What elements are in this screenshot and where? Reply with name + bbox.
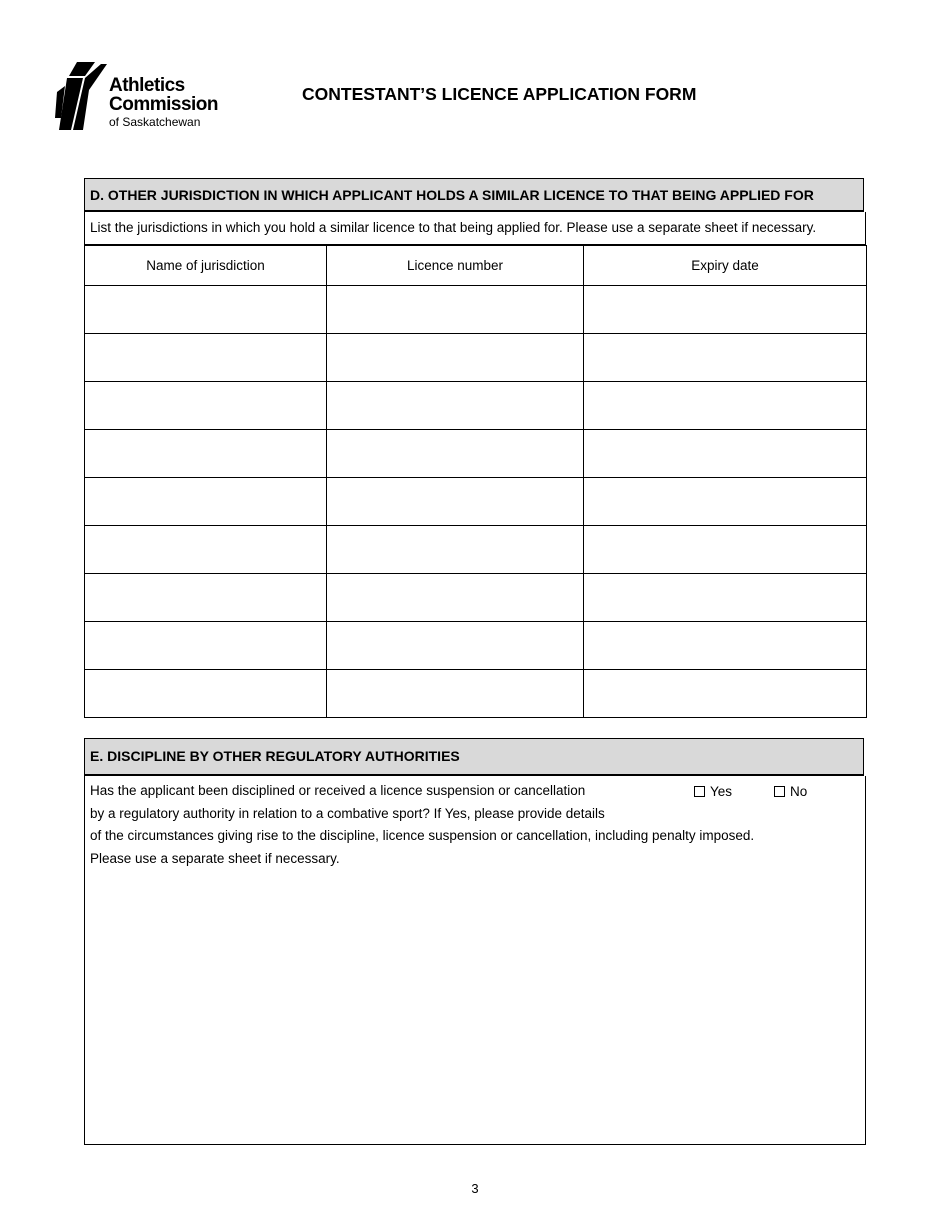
- column-header-expiry-date: Expiry date: [584, 246, 867, 286]
- jurisdiction-cell[interactable]: [85, 478, 327, 526]
- jurisdiction-cell[interactable]: [85, 574, 327, 622]
- table-row: [85, 574, 867, 622]
- expiry-date-cell[interactable]: [584, 478, 867, 526]
- licence-number-cell[interactable]: [327, 382, 584, 430]
- table-row: [85, 382, 867, 430]
- section-e-question-line-1: Has the applicant been disciplined or received a licence suspension or cancellation: [90, 783, 586, 798]
- jurisdiction-cell[interactable]: [85, 334, 327, 382]
- no-label: No: [790, 784, 808, 799]
- licence-number-cell[interactable]: [327, 430, 584, 478]
- licence-number-cell[interactable]: [327, 574, 584, 622]
- page-number: 3: [471, 1181, 479, 1196]
- column-header-jurisdiction: Name of jurisdiction: [85, 246, 327, 286]
- jurisdiction-cell[interactable]: [85, 670, 327, 718]
- expiry-date-cell[interactable]: [584, 622, 867, 670]
- expiry-date-cell[interactable]: [584, 670, 867, 718]
- no-checkbox-option[interactable]: [774, 784, 807, 799]
- table-header-row: [85, 246, 867, 286]
- yes-label: Yes: [710, 784, 733, 799]
- commission-logo: [55, 58, 235, 133]
- licence-number-cell[interactable]: [327, 286, 584, 334]
- jurisdiction-cell[interactable]: [85, 622, 327, 670]
- column-header-licence-number: Licence number: [327, 246, 584, 286]
- section-e-question-line-4: Please use a separate sheet if necessary.: [90, 851, 340, 866]
- expiry-date-cell[interactable]: [584, 286, 867, 334]
- no-checkbox[interactable]: [774, 786, 785, 797]
- document-title: CONTESTANT’S LICENCE APPLICATION FORM: [302, 84, 697, 104]
- logo-line-3: of Saskatchewan: [109, 115, 201, 129]
- table-row: [85, 622, 867, 670]
- section-e-question-line-3: of the circumstances giving rise to the discipline, licence suspension or cancellation, including penalty imposed.: [90, 828, 755, 843]
- licence-number-cell[interactable]: [327, 478, 584, 526]
- licence-number-cell[interactable]: [327, 670, 584, 718]
- jurisdiction-table: [84, 245, 867, 718]
- section-d-instruction: List the jurisdictions in which you hold a similar licence to that being applied for. Please use a separate sheet if necessary.: [84, 212, 866, 245]
- jurisdiction-cell[interactable]: [85, 430, 327, 478]
- table-row: [85, 670, 867, 718]
- logo-line-2: Commission: [109, 94, 219, 115]
- expiry-date-cell[interactable]: [584, 430, 867, 478]
- jurisdiction-cell[interactable]: [85, 526, 327, 574]
- licence-number-cell[interactable]: [327, 526, 584, 574]
- jurisdiction-cell[interactable]: [85, 382, 327, 430]
- jurisdiction-cell[interactable]: [85, 286, 327, 334]
- yes-checkbox-option[interactable]: [694, 784, 732, 799]
- section-e-body[interactable]: [84, 776, 866, 1145]
- yes-checkbox[interactable]: [694, 786, 705, 797]
- section-e-question-line-2: by a regulatory authority in relation to a combative sport? If Yes, please provide details: [90, 806, 605, 821]
- table-row: [85, 526, 867, 574]
- expiry-date-cell[interactable]: [584, 526, 867, 574]
- table-row: [85, 334, 867, 382]
- expiry-date-cell[interactable]: [584, 334, 867, 382]
- expiry-date-cell[interactable]: [584, 574, 867, 622]
- section-e-heading: E. DISCIPLINE BY OTHER REGULATORY AUTHORITIES: [84, 738, 864, 776]
- expiry-date-cell[interactable]: [584, 382, 867, 430]
- table-row: [85, 478, 867, 526]
- section-d-heading: D. OTHER JURISDICTION IN WHICH APPLICANT HOLDS A SIMILAR LICENCE TO THAT BEING APPLIED FOR: [84, 178, 864, 212]
- licence-number-cell[interactable]: [327, 622, 584, 670]
- logo-emblem-icon: [55, 58, 111, 132]
- licence-number-cell[interactable]: [327, 334, 584, 382]
- table-row: [85, 286, 867, 334]
- table-row: [85, 430, 867, 478]
- logo-line-1: Athletics: [109, 75, 185, 96]
